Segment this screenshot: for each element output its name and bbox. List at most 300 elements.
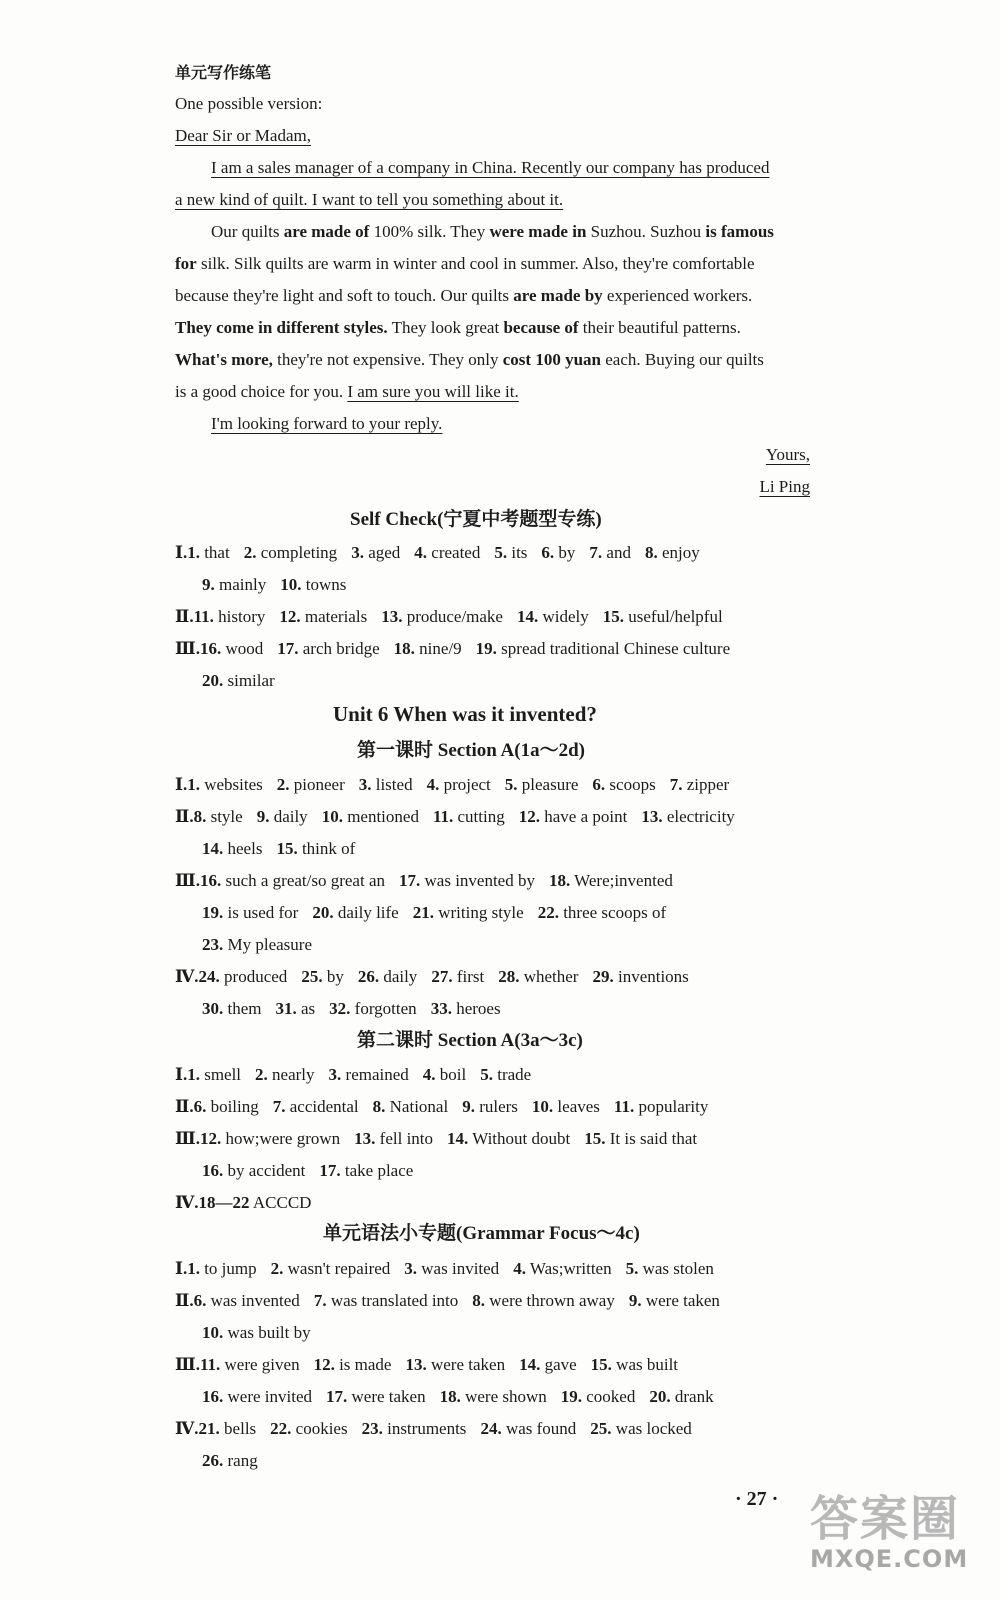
bold-phrase: are made by: [513, 286, 603, 305]
answer-text: were taken: [641, 1291, 720, 1310]
answer-item: [322, 807, 419, 826]
answer-text: its: [507, 543, 528, 562]
text-segment: because they're light and soft to touch. Our quilts: [175, 286, 514, 305]
answer-item: [202, 575, 266, 594]
bold-phrase: is famous: [705, 222, 774, 241]
answer-text: remained: [341, 1065, 409, 1084]
answer-item: [423, 1065, 466, 1084]
answer-row: [175, 638, 730, 660]
text-segment: their beautiful patterns.: [578, 318, 741, 337]
answer-number: 26.: [202, 1451, 224, 1470]
answer-item: [175, 807, 243, 826]
answer-text: was locked: [611, 1419, 692, 1438]
answer-text: websites: [199, 775, 263, 794]
text-segment: They look great: [387, 318, 504, 337]
answer-number: 31.: [275, 999, 297, 1018]
answer-number: 11.: [613, 1097, 635, 1116]
answer-text: were taken: [426, 1355, 506, 1374]
answer-number: 12.: [518, 807, 540, 826]
answer-text: zipper: [682, 775, 730, 794]
answer-row: [175, 1128, 697, 1150]
answer-number: 25.: [301, 967, 323, 986]
answer-item: [561, 1387, 636, 1406]
answer-item: [319, 1161, 413, 1180]
paragraph-1-line-2: a new kind of quilt. I want to tell you something about it.: [175, 190, 564, 209]
answer-text: leaves: [553, 1097, 600, 1116]
paragraph-2-line: [175, 349, 764, 371]
answer-number: 14.: [202, 839, 224, 858]
answer-text: daily life: [333, 903, 399, 922]
answer-text: writing style: [433, 903, 524, 922]
answer-text: pleasure: [517, 775, 579, 794]
answer-number: 18.: [548, 871, 571, 890]
answer-text: Without doubt: [468, 1129, 571, 1148]
answer-row: [175, 774, 729, 796]
answer-item: [592, 967, 688, 986]
answer-text: arch bridge: [298, 639, 380, 658]
answer-text: was found: [501, 1419, 577, 1438]
answer-item: [326, 1387, 426, 1406]
answer-number: 6.: [541, 543, 555, 562]
answer-item: [476, 639, 730, 658]
answer-row: [202, 574, 346, 596]
answer-item: [362, 1419, 467, 1438]
answer-item: [175, 871, 385, 890]
answer-row: [175, 966, 689, 988]
answer-item: [538, 903, 666, 922]
answer-text: electricity: [662, 807, 735, 826]
answer-text: boiling: [206, 1097, 259, 1116]
answer-number: Ⅳ.18—22: [175, 1193, 250, 1212]
answer-text: was built by: [223, 1323, 311, 1342]
answer-item: [431, 999, 501, 1018]
answer-item: [202, 935, 312, 954]
answer-text: heels: [223, 839, 263, 858]
answer-item: [175, 639, 263, 658]
answer-text: whether: [519, 967, 579, 986]
watermark-logo: [810, 1480, 995, 1595]
answer-number: 25.: [590, 1419, 612, 1438]
answer-number: 12.: [279, 607, 301, 626]
answer-item: [358, 967, 418, 986]
page-number: · 27 ·: [735, 1488, 779, 1510]
answer-text: mainly: [214, 575, 267, 594]
answer-item: [447, 1129, 570, 1148]
answer-number: 3.: [328, 1065, 342, 1084]
answer-item: [517, 607, 589, 626]
answer-text: materials: [300, 607, 368, 626]
answer-number: 17.: [326, 1387, 348, 1406]
answer-text: was invented: [206, 1291, 300, 1310]
answer-text: created: [427, 543, 481, 562]
answer-item: [472, 1291, 615, 1310]
answer-number: 2.: [255, 1065, 268, 1084]
answer-item: [603, 607, 723, 626]
answer-item: [273, 1097, 359, 1116]
answer-number: 13.: [641, 807, 663, 826]
answer-number: 27.: [431, 967, 453, 986]
answer-text: listed: [371, 775, 413, 794]
paragraph-2-line: [175, 285, 752, 307]
answer-number: 10.: [280, 575, 302, 594]
answer-text: enjoy: [657, 543, 700, 562]
answer-item: [592, 775, 655, 794]
answer-item: [244, 543, 337, 562]
answer-row: [175, 806, 735, 828]
writing-intro: One possible version:: [175, 94, 323, 113]
answer-item: [175, 775, 263, 794]
answer-item: [175, 543, 230, 562]
answer-item: [175, 1291, 300, 1310]
answer-text: them: [223, 999, 262, 1018]
answer-number: 22.: [537, 903, 559, 922]
answer-item: [549, 871, 673, 890]
answer-text: think of: [297, 839, 356, 858]
answer-item: [202, 1323, 311, 1342]
answer-item: [175, 1355, 300, 1374]
answer-row: [175, 606, 723, 628]
answer-text: drank: [670, 1387, 714, 1406]
answer-text: to jump: [199, 1259, 257, 1278]
answer-text: towns: [301, 575, 347, 594]
answer-number: 12.: [313, 1355, 335, 1374]
answer-text: produce/make: [402, 607, 503, 626]
answer-item: [394, 639, 462, 658]
paragraph-2-last-plain: is a good choice for you.: [175, 382, 348, 401]
answer-text: was stolen: [638, 1259, 714, 1278]
text-segment: Our quilts: [211, 222, 284, 241]
answer-text: have a point: [539, 807, 628, 826]
answer-number: 18.: [393, 639, 415, 658]
answer-number: 17.: [277, 639, 299, 658]
signature: Li Ping: [759, 477, 810, 496]
answer-item: [373, 1097, 449, 1116]
bold-phrase: cost 100 yuan: [502, 350, 601, 369]
answer-number: 5.: [625, 1259, 639, 1278]
answer-number: 20.: [202, 671, 224, 690]
closing-line: I'm looking forward to your reply.: [211, 414, 443, 433]
answer-item: [541, 543, 575, 562]
answer-item: [255, 1065, 314, 1084]
answer-text: by: [322, 967, 344, 986]
answer-number: 15.: [602, 607, 625, 626]
answer-item: [277, 775, 345, 794]
text-segment: experienced workers.: [602, 286, 753, 305]
writing-heading: 单元写作练笔: [175, 63, 272, 82]
answer-number: 22.: [270, 1419, 292, 1438]
answer-item: [414, 543, 480, 562]
answer-number: 7.: [669, 775, 683, 794]
bold-phrase: They come in different styles.: [175, 318, 388, 337]
sign-off: Yours,: [765, 445, 810, 464]
answer-number: 14.: [519, 1355, 541, 1374]
answer-number: Ⅲ.11.: [175, 1355, 221, 1374]
answer-text: cutting: [453, 807, 505, 826]
answer-number: Ⅱ.6.: [175, 1097, 207, 1116]
answer-number: Ⅲ.16.: [175, 871, 222, 890]
answer-number: 20.: [649, 1387, 671, 1406]
answer-text: heroes: [451, 999, 501, 1018]
answer-item: [301, 967, 344, 986]
answer-row: [175, 1354, 678, 1376]
answer-item: [257, 807, 308, 826]
answer-row: [202, 1322, 311, 1344]
answer-item: [431, 967, 484, 986]
answer-text: widely: [538, 607, 589, 626]
answer-number: 24.: [480, 1419, 502, 1438]
answer-text: wood: [221, 639, 264, 658]
section-title-self-check: Self Check(宁夏中考题型专练): [350, 509, 602, 530]
answer-text: smell: [199, 1065, 242, 1084]
answer-text: rulers: [474, 1097, 518, 1116]
answer-number: 32.: [329, 999, 351, 1018]
answer-number: 14.: [516, 607, 539, 626]
answer-text: is made: [334, 1355, 392, 1374]
answer-item: [175, 1259, 257, 1278]
paragraph-1-line-1: I am a sales manager of a company in China. Recently our company has produced: [211, 158, 770, 177]
answer-item: [276, 999, 316, 1018]
answer-text: boil: [435, 1065, 467, 1084]
answer-number: Ⅰ.1.: [175, 543, 200, 562]
answer-number: 30.: [202, 999, 224, 1018]
watermark-text: 答案圈: [810, 1491, 961, 1547]
answer-item: [175, 1097, 259, 1116]
answer-item: [202, 839, 262, 858]
answer-item: [359, 775, 413, 794]
answer-number: 23.: [361, 1419, 383, 1438]
answer-number: Ⅰ.1.: [175, 1065, 200, 1084]
answer-row: [175, 1290, 720, 1312]
watermark-url: MXQE.COM: [810, 1545, 969, 1573]
answer-number: 5.: [480, 1065, 493, 1084]
answer-text: scoops: [605, 775, 656, 794]
answer-item: [584, 1129, 697, 1148]
answer-text: fell into: [375, 1129, 434, 1148]
answer-number: 14.: [447, 1129, 469, 1148]
answer-number: 20.: [312, 903, 334, 922]
answer-text: completing: [256, 543, 338, 562]
answer-row: [175, 1418, 692, 1440]
answer-row: [202, 670, 275, 692]
answer-text: My pleasure: [223, 935, 313, 954]
answer-text: inventions: [613, 967, 689, 986]
answer-item: [649, 1387, 713, 1406]
answer-row: [175, 1192, 311, 1214]
answer-item: [629, 1291, 720, 1310]
answer-number: 4.: [426, 775, 440, 794]
answer-number: 8.: [472, 1291, 486, 1310]
answer-number: 2.: [270, 1259, 284, 1278]
answer-text: pioneer: [289, 775, 345, 794]
answer-number: 15.: [590, 1355, 612, 1374]
answer-item: [591, 1355, 678, 1374]
bold-phrase: What's more,: [175, 350, 273, 369]
answer-text: trade: [492, 1065, 532, 1084]
answer-row: [202, 934, 312, 956]
answer-number: 28.: [498, 967, 520, 986]
paragraph-2-line: [175, 317, 741, 339]
answer-row: [202, 1386, 714, 1408]
answer-item: [519, 807, 628, 826]
answer-text: as: [296, 999, 316, 1018]
answer-text: style: [206, 807, 243, 826]
answer-text: by: [554, 543, 576, 562]
answer-text: such a great/so great an: [221, 871, 385, 890]
answer-item: [641, 807, 734, 826]
answer-text: ACCCD: [249, 1193, 312, 1212]
answer-item: [314, 1355, 392, 1374]
salutation: Dear Sir or Madam,: [175, 126, 311, 145]
answer-number: 16.: [202, 1387, 224, 1406]
answer-row: [175, 1258, 714, 1280]
answer-item: [532, 1097, 600, 1116]
answer-number: 23.: [202, 935, 224, 954]
section-title-grammar: 单元语法小专题(Grammar Focus～4c): [323, 1223, 640, 1244]
answer-text: wasn't repaired: [283, 1259, 391, 1278]
answer-item: [279, 607, 367, 626]
answer-text: bells: [219, 1419, 257, 1438]
answer-text: by accident: [223, 1161, 306, 1180]
answer-number: 2.: [276, 775, 290, 794]
answer-number: 13.: [405, 1355, 427, 1374]
answer-row: [202, 838, 355, 860]
answer-number: 4.: [513, 1259, 526, 1278]
answer-item: [405, 1355, 505, 1374]
answer-number: Ⅳ.24.: [175, 967, 220, 986]
answer-number: 9.: [202, 575, 215, 594]
answer-number: 19.: [202, 903, 224, 922]
paragraph-2-line: [211, 221, 774, 243]
answer-text: useful/helpful: [624, 607, 723, 626]
answer-item: [202, 1161, 305, 1180]
answer-number: Ⅱ.11.: [175, 607, 214, 626]
answer-item: [329, 999, 417, 1018]
answer-number: 10.: [531, 1097, 554, 1116]
answer-number: 7.: [313, 1291, 327, 1310]
bold-phrase: are made of: [283, 222, 370, 241]
answer-item: [614, 1097, 708, 1116]
answer-text: produced: [219, 967, 288, 986]
answer-number: 21.: [412, 903, 434, 922]
unit-title: Unit 6 When was it invented?: [333, 702, 597, 726]
answer-number: Ⅲ.12.: [175, 1129, 222, 1148]
answer-text: three scoops of: [558, 903, 667, 922]
answer-number: 2.: [243, 543, 257, 562]
answer-item: [329, 1065, 409, 1084]
answer-number: 9.: [628, 1291, 642, 1310]
answer-number: 17.: [319, 1161, 341, 1180]
answer-item: [175, 607, 265, 626]
answer-number: 11.: [432, 807, 454, 826]
answer-row: [202, 998, 501, 1020]
answer-item: [404, 1259, 499, 1278]
answer-item: [494, 543, 527, 562]
answer-item: [202, 999, 262, 1018]
answer-number: 5.: [494, 543, 508, 562]
answer-item: [519, 1355, 577, 1374]
answer-item: [202, 903, 298, 922]
answer-text: take place: [340, 1161, 414, 1180]
answer-row: [175, 1096, 708, 1118]
bold-phrase: because of: [503, 318, 579, 337]
answer-item: [202, 671, 275, 690]
answer-number: Ⅰ.1.: [175, 1259, 200, 1278]
text-segment: Suzhou. Suzhou: [586, 222, 706, 241]
answer-text: popularity: [634, 1097, 709, 1116]
answer-text: cookies: [291, 1419, 348, 1438]
answer-item: [175, 1419, 256, 1438]
answer-text: nine/9: [414, 639, 462, 658]
answer-text: forgotten: [350, 999, 417, 1018]
answer-number: 6.: [592, 775, 606, 794]
answer-item: [277, 639, 379, 658]
answer-text: accidental: [285, 1097, 359, 1116]
answer-text: mentioned: [342, 807, 419, 826]
answer-row: [175, 542, 700, 564]
answer-number: Ⅳ.21.: [175, 1419, 220, 1438]
answer-text: was built: [611, 1355, 679, 1374]
answer-item: [480, 1065, 531, 1084]
answer-item: [433, 807, 505, 826]
answer-number: 4.: [422, 1065, 436, 1084]
section-title-lesson-1: 第一课时 Section A(1a～2d): [357, 740, 586, 761]
answer-number: 13.: [354, 1129, 376, 1148]
answer-text: was translated into: [326, 1291, 459, 1310]
section-title-lesson-2: 第二课时 Section A(3a～3c): [357, 1030, 583, 1051]
answer-text: was invited: [417, 1259, 500, 1278]
answer-row: [202, 902, 666, 924]
answer-number: 17.: [399, 871, 421, 890]
answer-number: 4.: [414, 543, 428, 562]
paragraph-2-last-underlined: I am sure you will like it.: [347, 382, 519, 401]
answer-number: 3.: [358, 775, 372, 794]
answer-number: 19.: [560, 1387, 583, 1406]
answer-text: cooked: [582, 1387, 636, 1406]
answer-item: [670, 775, 729, 794]
answer-text: were invited: [223, 1387, 312, 1406]
answer-number: 8.: [372, 1097, 386, 1116]
answer-number: 9.: [462, 1097, 475, 1116]
answer-text: were taken: [347, 1387, 426, 1406]
answer-text: and: [602, 543, 631, 562]
answer-number: 8.: [644, 543, 658, 562]
answer-item: [626, 1259, 714, 1278]
answer-number: Ⅱ.6.: [175, 1291, 207, 1310]
answer-text: first: [452, 967, 485, 986]
answer-item: [175, 1129, 340, 1148]
answer-text: history: [213, 607, 266, 626]
answer-item: [314, 1291, 458, 1310]
answer-text: were shown: [460, 1387, 547, 1406]
answer-number: Ⅱ.8.: [175, 807, 207, 826]
bold-phrase: for: [175, 254, 197, 273]
answer-text: daily: [379, 967, 418, 986]
text-segment: each. Buying our quilts: [600, 350, 764, 369]
answer-text: nearly: [267, 1065, 315, 1084]
answer-text: how;were grown: [221, 1129, 341, 1148]
answer-row: [175, 1064, 531, 1086]
answer-item: [427, 775, 491, 794]
answer-item: [399, 871, 535, 890]
answer-item: [270, 1419, 347, 1438]
answer-number: 15.: [276, 839, 298, 858]
answer-item: [462, 1097, 518, 1116]
answer-item: [271, 1259, 391, 1278]
text-segment: they're not expensive. They only: [272, 350, 503, 369]
text-segment: 100% silk. They: [369, 222, 490, 241]
answer-item: [202, 1451, 258, 1470]
answer-number: 7.: [589, 543, 603, 562]
